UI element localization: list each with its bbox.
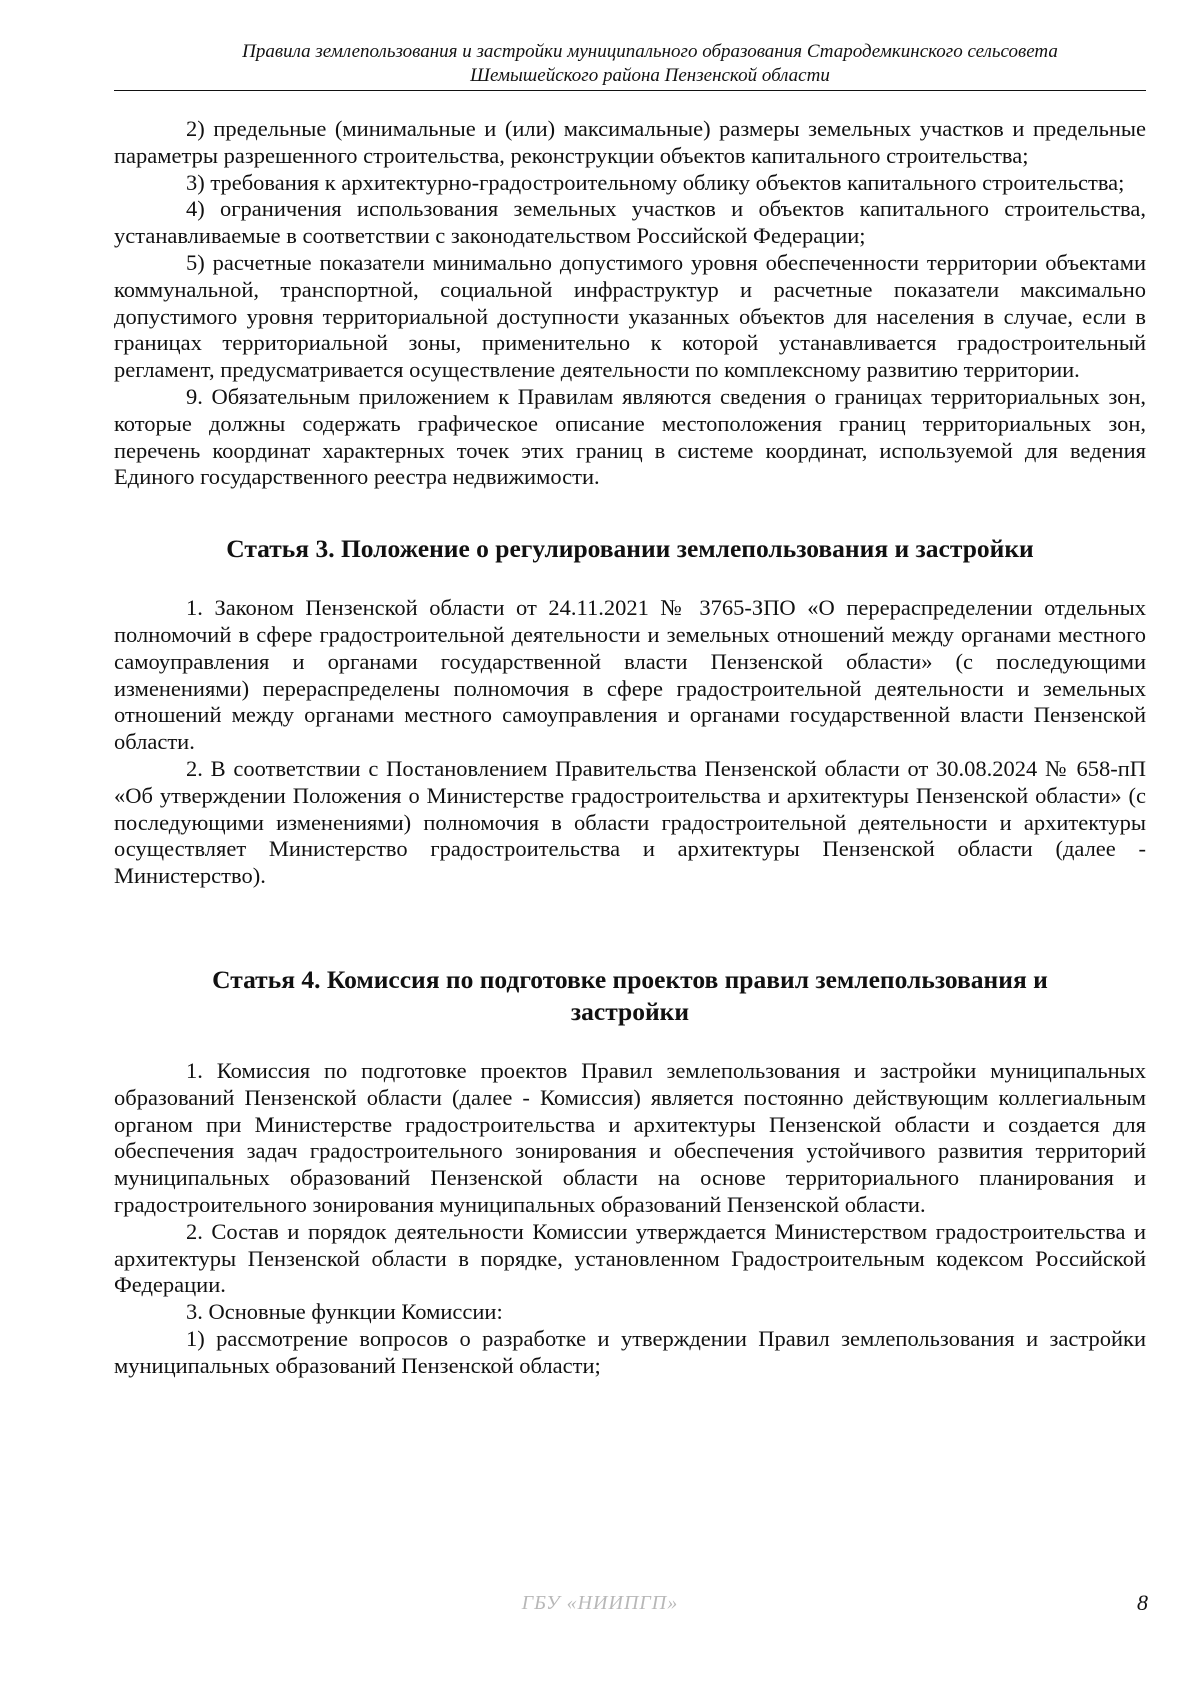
document-body bbox=[114, 116, 1146, 1379]
page-number: 8 bbox=[1137, 1590, 1148, 1615]
running-header bbox=[155, 40, 1145, 88]
article-4-paragraph-2: 2. Состав и порядок деятельности Комиссии утверждается Министерством градостроительства и архитектуры Пензенской области в порядке, установленном Градостроительным кодексом Российской Федерации. bbox=[114, 1218, 1146, 1298]
article-3-paragraph-2: 2. В соответствии с Постановлением Правительства Пензенской области от 30.08.2024 № 658-пП «Об утверждении Положения о Министерстве градостроительства и архитектуры Пензенской области» (с последующими изменениями) полномочия в области градостроительной деятельности и архитектуры осуществляет Министерство градостроительства и архитектуры Пензенской области (далее - Министерство). bbox=[114, 755, 1146, 889]
list-item-4: 4) ограничения использования земельных участков и объектов капитального строительства, устанавливаемые в соответствии с законодательством Российской Федерации; bbox=[114, 196, 1146, 249]
footer-watermark: ГБУ «НИИПГП» bbox=[521, 1592, 679, 1614]
list-item-3: 3) требования к архитектурно-градостроительному облику объектов капитального строительства; bbox=[186, 169, 1125, 195]
list-item-2: 2) предельные (минимальные и (или) максимальные) размеры земельных участков и предельные параметры разрешенного строительства, реконструкции объектов капитального строительства; bbox=[114, 116, 1146, 168]
header-line-2: Шемышейского района Пензенской области bbox=[470, 65, 830, 86]
article-4-paragraph-1: 1. Комиссия по подготовке проектов Правил землепользования и застройки муниципальных образований Пензенской области (далее - Комиссия) является постоянно действующим коллегиальным органом при Министерстве градостроительства и архитектуры Пензенской области и создается для обеспечения задач градостроительного зонирования и обеспечения устойчивого развития территорий муниципальных образований Пензенской области на основе территориального планирования и градостроительного зонирования муниципальных образований Пензенской области. bbox=[114, 1057, 1146, 1217]
header-line-1: Правила землепользования и застройки муниципального образования Стародемкинского сельсовета bbox=[242, 41, 1058, 62]
article-4-list-item-1: 1) рассмотрение вопросов о разработке и утверждении Правил землепользования и застройки муниципальных образований Пензенской области; bbox=[114, 1325, 1146, 1378]
article-3-paragraph-1: 1. Законом Пензенской области от 24.11.2021 № 3765-ЗПО «О перераспределении отдельных полномочий в сфере градостроительной деятельности и земельных отношений между органами местного самоуправления и органами государственной власти Пензенской области» (с последующими изменениями) перераспределены полномочия в сфере градостроительной деятельности и земельных отношений между органами местного самоуправления и органами государственной власти Пензенской области. bbox=[114, 595, 1146, 755]
paragraph-9: 9. Обязательным приложением к Правилам являются сведения о границах территориальных зон, которые должны содержать графическое описание местоположения границ территориальных зон, перечень координат характерных точек этих границ в системе координат, используемой для ведения Единого государственного реестра недвижимости. bbox=[114, 383, 1146, 490]
list-item-5: 5) расчетные показатели минимально допустимого уровня обеспеченности территории объектами коммунальной, транспортной, социальной инфраструктур и расчетные показатели максимально допустимого уровня территориальной доступности указанных объектов для населения в случае, если в границах территориальной зоны, применительно к которой устанавливается градостроительный регламент, предусматривается осуществление деятельности по комплексному развитию территории. bbox=[114, 249, 1146, 383]
article-3-title: Статья 3. Положение о регулировании землепользования и застройки bbox=[226, 534, 1034, 564]
header-divider bbox=[114, 90, 1146, 91]
article-4-title: Статья 4. Комиссия по подготовке проектов правил землепользования и застройки bbox=[212, 964, 1048, 1026]
article-4-paragraph-3: 3. Основные функции Комиссии: bbox=[186, 1299, 503, 1325]
